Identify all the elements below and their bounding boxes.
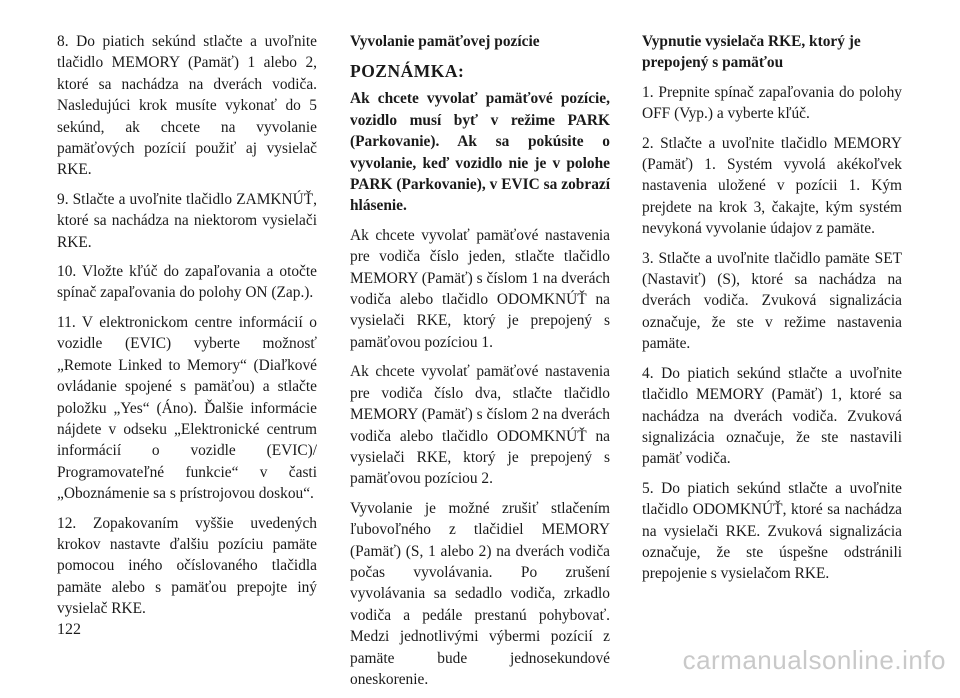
- right-column: [642, 31, 902, 593]
- step-8-paragraph: 8. Do piatich sekúnd stlačte a uvoľnite tlačidlo MEMORY (Pamäť) 1 alebo 2, ktoré sa nachádza na dverách vodiča. Nasledujúci krok musíte vykonať do 5 sekúnd, ak chcete na vyvolanie pamäťových pozícií použiť aj vysielač RKE.: [57, 33, 317, 179]
- disable-step-1-paragraph: 1. Prepnite spínač zapaľovania do polohy OFF (Vyp.) a vyberte kľúč.: [642, 83, 902, 123]
- note-title: POZNÁMKA:: [350, 61, 465, 82]
- recall-driver-1-paragraph: Ak chcete vyvolať pamäťové nastavenia pre vodiča číslo jeden, stlačte tlačidlo MEMORY (Pamäť) s číslom 1 na dverách vodiča alebo tlačidlo ODOMKNÚŤ na vysielači RKE, ktorý je prepojený s pamäťovou pozíciou 1.: [350, 226, 610, 351]
- disable-step-2-paragraph: 2. Stlačte a uvoľnite tlačidlo MEMORY (Pamäť) 1. Systém vyvolá akékoľvek nastavenia uložené v pozícii 1. Kým prejdete na krok 3, čakajte, kým systém nevykoná vyvolanie údajov z pamäte.: [642, 134, 902, 238]
- watermark: carmanualsonline.info: [682, 645, 946, 675]
- disable-step-4-paragraph: 4. Do piatich sekúnd stlačte a uvoľnite tlačidlo MEMORY (Pamäť) 1, ktoré sa nachádza na dverách vodiča. Zvuková signalizácia označuje, že ste nastavili pamäť vodiča.: [642, 364, 902, 468]
- step-9-paragraph: 9. Stlačte a uvoľnite tlačidlo ZAMKNÚŤ, ktoré sa nachádza na niektorom vysielači RKE.: [57, 190, 317, 251]
- step-11-paragraph: 11. V elektronickom centre informácií o vozidle (EVIC) vyberte možnosť „Remote Linked to Memory“ (Diaľkové ovládanie spojené s pamäťou) a stlačte položku „Yes“ (Áno). Ďalšie informácie nájdete v odseku „Elektronické centrum informácií o vozidle (EVIC)/ Programovateľné funkcie“ v časti „Oboznámenie sa s prístrojovou doskou“.: [57, 313, 317, 503]
- left-column: [57, 31, 317, 628]
- disable-step-3-paragraph: 3. Stlačte a uvoľnite tlačidlo pamäte SET (Nastaviť) (S), ktoré sa nachádza na dverách vodiča. Zvuková signalizácia označuje, že ste v režime nastavenia pamäte.: [642, 249, 902, 353]
- recall-cancel-paragraph: Vyvolanie je možné zrušiť stlačením ľubovoľného z tlačidiel MEMORY (Pamäť) (S, 1 alebo 2) na dverách vodiča počas vyvolávania. Po zrušení vyvolávania sa sedadlo vodiča, zrkadlo vodiča a pedále prestanú pohybovať. Medzi jednotlivými výbermi pozícií z pamäte bude jednosekundové oneskorenie.: [350, 499, 610, 688]
- recall-driver-2-paragraph: Ak chcete vyvolať pamäťové nastavenia pre vodiča číslo dva, stlačte tlačidlo MEMORY (Pamäť) s číslom 2 na dverách vodiča alebo tlačidlo ODOMKNÚŤ na vysielači RKE, ktorý je prepojený s pamäťovou pozíciou 2.: [350, 363, 610, 488]
- middle-column: [350, 31, 610, 698]
- disable-step-5-paragraph: 5. Do piatich sekúnd stlačte a uvoľnite tlačidlo ODOMKNÚŤ, ktoré sa nachádza na vysielači RKE. Zvuková signalizácia označuje, že ste úspešne odstránili prepojenie s vysielačom RKE.: [642, 479, 902, 583]
- page-number: 122: [57, 621, 81, 638]
- step-12-paragraph: 12. Zopakovaním vyššie uvedených krokov nastavte ďalšiu pozíciu pamäte pomocou iného očíslovaného tlačidla pamäte alebo s pamäťou prepojte iný vysielač RKE.: [57, 514, 317, 618]
- section-heading-disable-rke: Vypnutie vysielača RKE, ktorý je prepojený s pamäťou: [642, 33, 861, 72]
- note-text: Ak chcete vyvolať pamäťové pozície, vozidlo musí byť v režime PARK (Parkovanie). Ak sa pokúsite o vyvolanie, keď vozidlo nie je v polohe PARK (Parkovanie), v EVIC sa zobrazí hlásenie.: [350, 90, 610, 215]
- section-heading-recall: Vyvolanie pamäťovej pozície: [350, 33, 540, 50]
- step-10-paragraph: 10. Vložte kľúč do zapaľovania a otočte spínač zapaľovania do polohy ON (Zap.).: [57, 263, 317, 302]
